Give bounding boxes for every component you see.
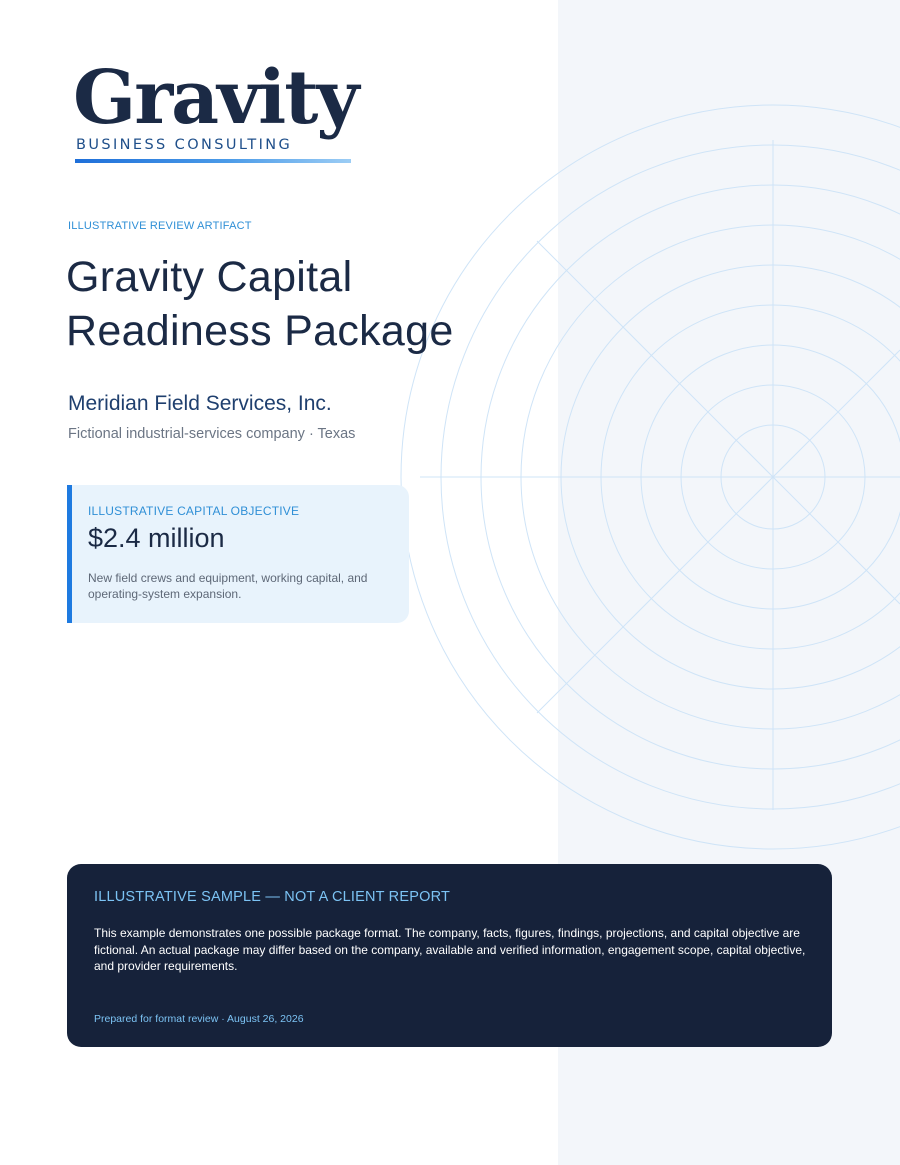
logo-tagline: BUSINESS CONSULTING [76, 137, 293, 153]
logo-wordmark: Gravity [73, 55, 358, 141]
sample-notice-box [67, 864, 832, 1047]
logo-underline [75, 159, 351, 163]
capital-objective-card [67, 485, 409, 623]
objective-amount: $2.4 million [88, 523, 225, 553]
page-title: Gravity Capital Readiness Package [66, 253, 454, 355]
notice-footer: Prepared for format review · August 26, 2026 [94, 1013, 304, 1025]
gravity-logo [73, 55, 363, 168]
notice-title: ILLUSTRATIVE SAMPLE — NOT A CLIENT REPORT [94, 889, 451, 905]
company-name: Meridian Field Services, Inc. [68, 392, 332, 415]
eyebrow-label: ILLUSTRATIVE REVIEW ARTIFACT [68, 220, 252, 232]
company-description: Fictional industrial-services company · Texas [68, 426, 356, 442]
notice-body: This example demonstrates one possible package format. The company, facts, figures, findings, projections, and capital objective are fictional. An actual package may differ based on the company, available and verified information, engagement scope, capital objective, and provider requirements. [94, 926, 806, 973]
objective-label: ILLUSTRATIVE CAPITAL OBJECTIVE [88, 504, 300, 518]
objective-description: New field crews and equipment, working capital, and operating-system expansion. [88, 571, 368, 601]
